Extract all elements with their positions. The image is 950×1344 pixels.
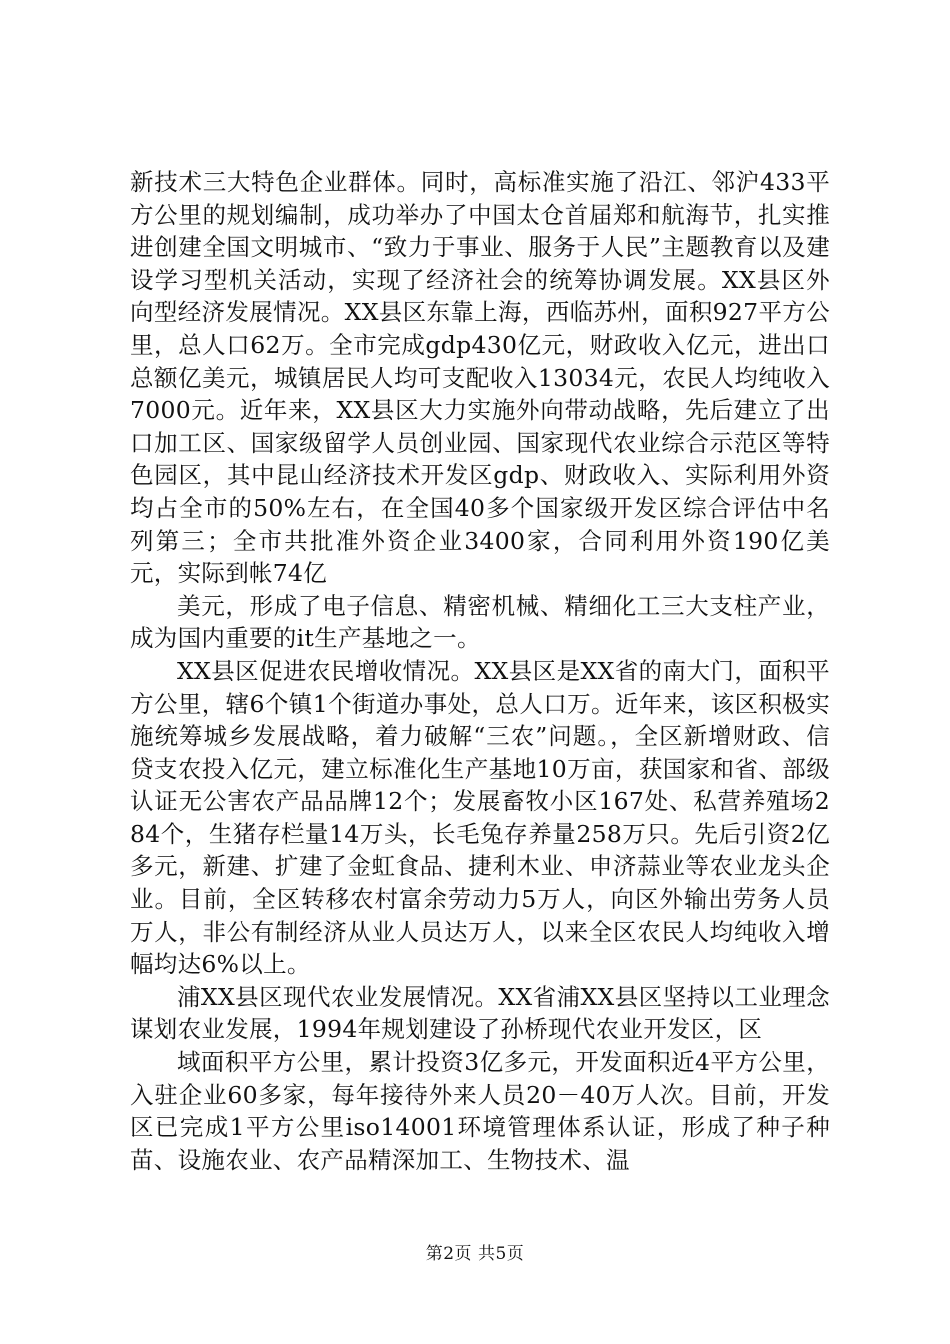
paragraph-4: 浦XX县区现代农业发展情况。XX省浦XX县区坚持以工业理念谋划农业发展，1994年规划建设了孙桥现代农业开发区，区: [130, 982, 830, 1044]
page-number-footer: 第2页 共5页: [425, 1244, 525, 1264]
paragraph-2: 美元，形成了电子信息、精密机械、精细化工三大支柱产业，成为国内重要的it生产基地之一。: [130, 591, 830, 653]
paragraph-1: 新技术三大特色企业群体。同时，高标准实施了沿江、邻沪433平方公里的规划编制，成功举办了中国太仓首届郑和航海节，扎实推进创建全国文明城市、“致力于事业、服务于人民”主题教育以及建设学习型机关活动，实现了经济社会的统筹协调发展。XX县区外向型经济发展情况。XX县区东靠上海，西临苏州，面积927平方公里，总人口62万。全市完成gdp430亿元，财政收入亿元，进出口总额亿美元，城镇居民人均可支配收入13034元，农民人均纯收入7000元。近年来，XX县区大力实施外向带动战略，先后建立了出口加工区、国家级留学人员创业园、国家现代农业综合示范区等特色园区，其中昆山经济技术开发区gdp、财政收入、实际利用外资均占全市的50%左右，在全国40多个国家级开发区综合评估中名列第三；全市共批准外资企业3400家，合同利用外资190亿美元，实际到帐74亿: [130, 168, 830, 588]
paragraph-5: 域面积平方公里，累计投资3亿多元，开发面积近4平方公里，入驻企业60多家，每年接待外来人员20－40万人次。目前，开发区已完成1平方公里iso14001环境管理体系认证，形成了种子种苗、设施农业、农产品精深加工、生物技术、温: [130, 1048, 830, 1174]
paragraph-3: XX县区促进农民增收情况。XX县区是XX省的南大门，面积平方公里，辖6个镇1个街道办事处，总人口万。近年来，该区积极实施统筹城乡发展战略，着力破解“三农”问题。，全区新增财政、信贷支农投入亿元，建立标准化生产基地10万亩，获国家和省、部级认证无公害农产品品牌12个；发展畜牧小区167处、私营养殖场284个，生猪存栏量14万头，长毛兔存养量258万只。先后引资2亿多元，新建、扩建了金虹食品、捷利木业、申济蒜业等农业龙头企业。目前，全区转移农村富余劳动力5万人，向区外输出劳务人员万人，非公有制经济从业人员达万人，以来全区农民人均纯收入增幅均达6%以上。: [130, 656, 830, 979]
document-body: [130, 166, 830, 1176]
